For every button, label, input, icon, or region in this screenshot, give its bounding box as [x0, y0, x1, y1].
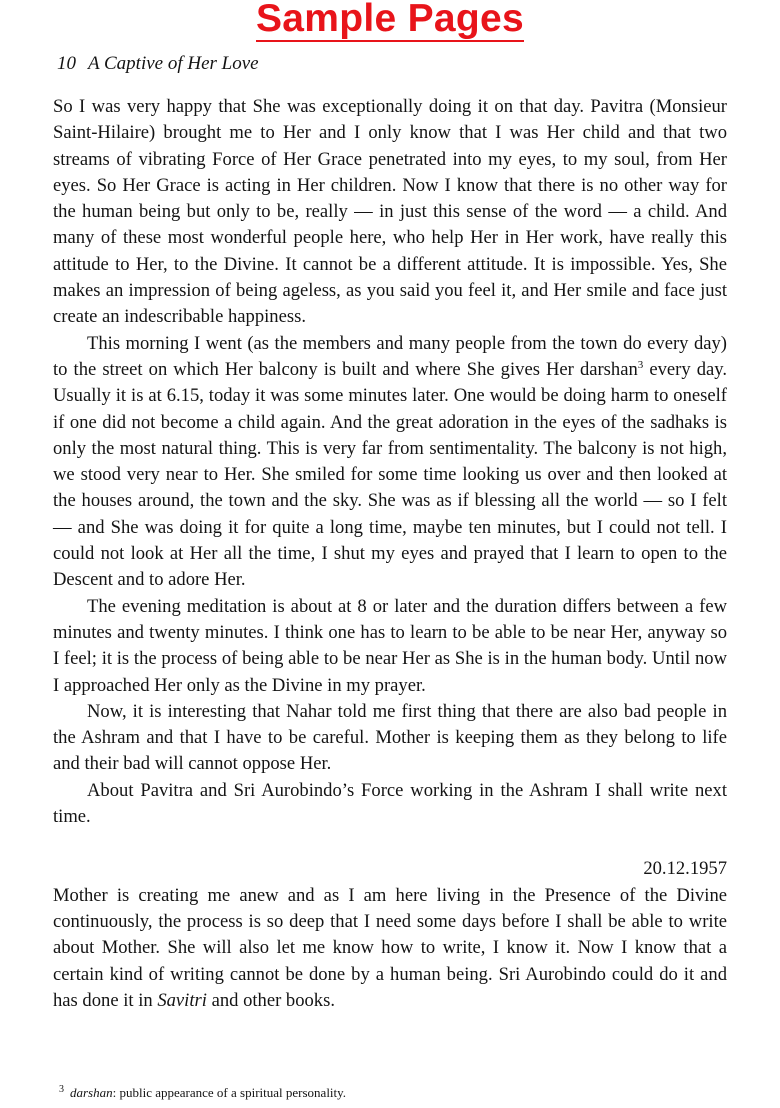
savitri-title: Savitri [157, 989, 207, 1011]
entry-date: 20.12.1957 [643, 858, 727, 880]
banner-text: Sample Pages [256, 0, 524, 42]
paragraph-5: About Pavitra and Sri Aurobindo’s Force working in the Ashram I shall write next time. [53, 779, 727, 828]
paragraph-6-end: and other books. [206, 989, 335, 1011]
running-head [57, 53, 259, 75]
paragraph-2-end: every day. Usually it is at 6.15, today it was some minutes later. One would be doing harm to oneself if one did not become a child again. And the great adoration in the eyes of the sadhaks is only the most natural thing. This is very far from sentimentality. The balcony is not high, we stood very near to Her. She smiled for some time looking us over and then looked at the houses around, the town and the sky. She was as if blessing all the world — so I felt — and She was doing it for quite a long time, maybe ten minutes, but I could not tell. I could not look at Her all the time, I shut my eyes and prayed that I learn to open to the Descent and to adore Her. [53, 358, 727, 591]
paragraph-2-start: This morning I went (as the members and many people from the town do every day) to the street on which Her balcony is built and where She gives Her darshan [53, 332, 727, 380]
paragraph-6 [53, 883, 727, 1014]
paragraph-1: So I was very happy that She was exceptionally doing it on that day. Pavitra (Monsieur Saint-Hilaire) brought me to Her and I only know that I was Her child and that two streams of vibrating Force of Her Grace penetrated into my eyes, to my soul, from Her eyes. So Her Grace is acting in Her children. Now I know that there is no other way for the human being but only to be, really — in just this sense of the word — a child. And many of these most wonderful people here, who help Her in Her work, have really this attitude to Her, to the Divine. It cannot be a different attitude. It is impossible. Yes, She makes an impression of being ageless, as you said you feel it, and Her smile and face just create an indescribable happiness. [53, 96, 727, 328]
paragraph-2 [53, 331, 727, 594]
paragraph-3: The evening meditation is about at 8 or later and the duration differs between a few minutes and twenty minutes. I think one has to learn to be able to be near Her, anyway so I feel; it is the process of being able to be near Her as She is in the human body. Until now I approached Her only as the Divine in my prayer. [53, 595, 727, 696]
paragraph-4: Now, it is interesting that Nahar told me first thing that there are also bad people in the Ashram and that I have to be careful. Mother is keeping them as they belong to life and their bad will cannot oppose Her. [53, 700, 727, 775]
book-title: A Captive of Her Love [88, 53, 259, 74]
footnote [59, 1085, 346, 1101]
paragraph-6-start: Mother is creating me anew and as I am here living in the Presence of the Divine continuously, the process is so deep that I need some days before I shall be able to write about Mother. She will also let me know how to write, I know it. Now I know that a certain kind of writing cannot be done by a human being. Sri Aurobindo could do it and has done it in [53, 884, 727, 1011]
page-number: 10 [57, 53, 76, 74]
footnote-ref: 3 [637, 358, 644, 371]
body-text [53, 94, 727, 1014]
sample-pages-banner [0, 0, 780, 42]
footnote-number: 3 [59, 1083, 64, 1095]
footnote-term: darshan [70, 1085, 113, 1100]
section-gap [53, 830, 727, 856]
footnote-definition: : public appearance of a spiritual personality. [112, 1085, 347, 1100]
